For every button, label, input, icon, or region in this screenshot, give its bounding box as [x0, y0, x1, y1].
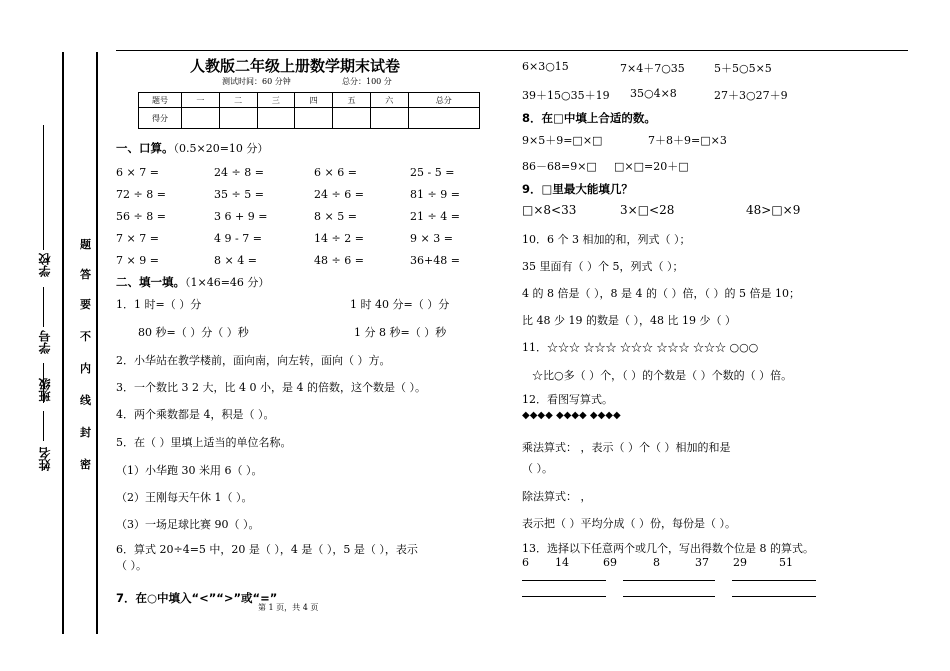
table-row [139, 93, 480, 108]
section2-heading [116, 274, 269, 290]
name-blank [43, 411, 44, 441]
calc-item: 21 ÷ 4 = [410, 210, 460, 223]
table-cell: 得分 [139, 108, 182, 129]
table-cell: 二 [219, 93, 257, 108]
table-cell: 五 [333, 93, 371, 108]
calc-item: 6 × 6 = [314, 166, 357, 179]
calc-item: 3 6 + 9 = [214, 210, 268, 223]
score-input[interactable] [182, 108, 220, 129]
calc-item: 4 9 - 7 = [214, 232, 262, 245]
total-score: 总分：100 分 [342, 77, 392, 86]
score-input[interactable] [370, 108, 408, 129]
question-12c: 除法算式： ， [522, 490, 592, 503]
calc-item: 7 × 7 = [116, 232, 159, 245]
section-title: 一、口算。 [116, 141, 174, 155]
question-11: 11．☆☆☆ ☆☆☆ ☆☆☆ ☆☆☆ ☆☆☆ ○○○ [522, 341, 759, 354]
question-8: 8．在□中填上合适的数。 [522, 111, 656, 125]
score-table [138, 92, 480, 129]
class-label: 班级 [38, 378, 52, 402]
calc-item: 9 × 3 = [410, 232, 453, 245]
question-10c: 4 的 8 倍是（ ），8 是 4 的（ ）倍，（ ）的 5 倍是 10； [522, 287, 800, 300]
compare-item: 6×3○15 [522, 60, 569, 73]
compare-item: 7×4＋7○35 [620, 62, 685, 75]
seal-char: 不 [80, 330, 91, 343]
question-10d: 比 48 少 19 的数是（ ），48 比 19 少（ ） [522, 314, 736, 327]
table-cell: 三 [257, 93, 295, 108]
number-choice: 6 [522, 556, 529, 569]
section1-heading [116, 140, 268, 156]
table-cell: 题号 [139, 93, 182, 108]
binding-line-right [96, 52, 98, 634]
table-row [139, 108, 480, 129]
compare-item: 27＋3○27＋9 [714, 89, 788, 102]
calc-item: 8 × 5 = [314, 210, 357, 223]
question-12d: 表示把（ ）平均分成（ ）份，每份是（ ）。 [522, 517, 736, 530]
question-1a: 1．1 时=（ ）分 [116, 298, 202, 311]
name-label: 姓名 [38, 447, 52, 471]
seal-char: 题 [80, 238, 91, 251]
question-9: 9．□里最大能填几？ [522, 182, 633, 196]
question-10a: 10．6 个 3 相加的和，列式（ ）； [522, 233, 691, 246]
calc-item: 35 ÷ 5 = [214, 188, 264, 201]
answer-line[interactable] [522, 596, 606, 597]
calc-item: 36+48 = [410, 254, 460, 267]
question-2: 2．小华站在教学楼前，面向南，向左转，面向（ ）方。 [116, 354, 391, 367]
seal-char: 要 [80, 298, 91, 311]
question-7: 7．在○中填入“<”“>”或“=” [116, 591, 278, 605]
question-3: 3．一个数比 3 2 大，比 4 0 小，是 4 的倍数，这个数是（ ）。 [116, 381, 426, 394]
calc-item: 24 ÷ 8 = [214, 166, 264, 179]
answer-line[interactable] [623, 580, 715, 581]
page-title: 人教版二年级上册数学期末试卷 [190, 57, 401, 75]
score-input[interactable] [219, 108, 257, 129]
calc-item: 24 ÷ 6 = [314, 188, 364, 201]
question-13: 13．选择以下任意两个或几个，写出得数个位是 8 的算式。 [522, 542, 814, 555]
number-choice: 29 [733, 556, 747, 569]
answer-line[interactable] [522, 580, 606, 581]
question-11b: ☆比○多（ ）个，（ ）的个数是（ ）个数的（ ）倍。 [532, 369, 793, 382]
question-4: 4．两个乘数都是 4，积是（ ）。 [116, 408, 275, 421]
diamond-groups: ◆◆◆◆ ◆◆◆◆ ◆◆◆◆ [522, 410, 621, 421]
id-label: 学号 [38, 330, 52, 354]
binding-info [34, 125, 54, 485]
calc-item: 81 ÷ 9 = [410, 188, 460, 201]
question-12a: 乘法算式： ，表示（ ）个（ ）相加的和是 [522, 441, 731, 454]
binding-line-left [62, 52, 64, 634]
number-choice: 14 [555, 556, 569, 569]
calc-item: 48 ÷ 6 = [314, 254, 364, 267]
table-cell: 总分 [408, 93, 479, 108]
table-cell: 六 [370, 93, 408, 108]
calc-item: 14 ÷ 2 = [314, 232, 364, 245]
top-rule [116, 50, 908, 51]
question-1b: 1 时 40 分=（ ）分 [350, 298, 450, 311]
score-input[interactable] [257, 108, 295, 129]
question-6a: 6．算式 20÷4=5 中，20 是（ ），4 是（ ），5 是（ ），表示 [116, 543, 418, 556]
question-10b: 35 里面有（ ）个 5，列式（ ）； [522, 260, 684, 273]
seal-char: 内 [80, 362, 91, 375]
seal-char: 答 [80, 268, 91, 281]
question-5: 5．在（ ）里填上适当的单位名称。 [116, 436, 292, 449]
answer-line[interactable] [732, 596, 816, 597]
calc-item: 72 ÷ 8 = [116, 188, 166, 201]
fill-item: 86－68=9×□ [522, 160, 597, 173]
score-input[interactable] [295, 108, 333, 129]
fill-item: 7＋8＋9=□×3 [648, 134, 727, 147]
question-5b: （2）王刚每天午休 1（ ）。 [116, 491, 253, 504]
fill-item: 3×□<28 [620, 203, 675, 217]
question-12: 12．看图写算式。 [522, 393, 613, 406]
question-5a: （1）小华跑 30 米用 6（ ）。 [116, 464, 263, 477]
table-cell: 一 [182, 93, 220, 108]
seal-char: 线 [80, 394, 91, 407]
section-title: 二、填一填。 [116, 275, 185, 289]
score-input[interactable] [408, 108, 479, 129]
number-choice: 51 [779, 556, 793, 569]
id-blank [43, 287, 44, 327]
calc-item: 25 - 5 = [410, 166, 455, 179]
fill-item: □×8<33 [522, 203, 577, 217]
number-choice: 8 [653, 556, 660, 569]
number-choice: 37 [695, 556, 709, 569]
school-label: 学校 [38, 253, 52, 277]
question-5c: （3）一场足球比赛 90（ ）。 [116, 518, 260, 531]
question-1d: 1 分 8 秒=（ ）秒 [354, 326, 447, 339]
question-12b: （ ）。 [522, 462, 553, 475]
calc-item: 6 × 7 = [116, 166, 159, 179]
fill-item: 48>□×9 [746, 203, 801, 217]
seal-char: 密 [80, 458, 91, 471]
compare-item: 35○4×8 [630, 87, 677, 100]
answer-line[interactable] [732, 580, 816, 581]
compare-item: 39＋15○35＋19 [522, 89, 610, 102]
school-blank [43, 125, 44, 250]
table-cell: 四 [295, 93, 333, 108]
question-6b: （ ）。 [116, 559, 147, 572]
section-note: （0.5×20=10 分） [173, 142, 269, 155]
calc-item: 8 × 4 = [214, 254, 257, 267]
fill-item: 9×5＋9=□×□ [522, 134, 603, 147]
calc-item: 56 ÷ 8 = [116, 210, 166, 223]
calc-item: 7 × 9 = [116, 254, 159, 267]
compare-item: 5＋5○5×5 [714, 62, 772, 75]
score-input[interactable] [333, 108, 371, 129]
number-choice: 69 [603, 556, 617, 569]
page-footer: 第 1 页，共 4 页 [258, 603, 319, 612]
section-note: （1×46=46 分） [185, 276, 270, 289]
seal-char: 封 [80, 426, 91, 439]
answer-line[interactable] [623, 596, 715, 597]
test-time: 测试时间：60 分钟 [222, 77, 291, 86]
question-1c: 80 秒=（ ）分（ ）秒 [138, 326, 249, 339]
fill-item: □×□=20＋□ [614, 160, 689, 173]
